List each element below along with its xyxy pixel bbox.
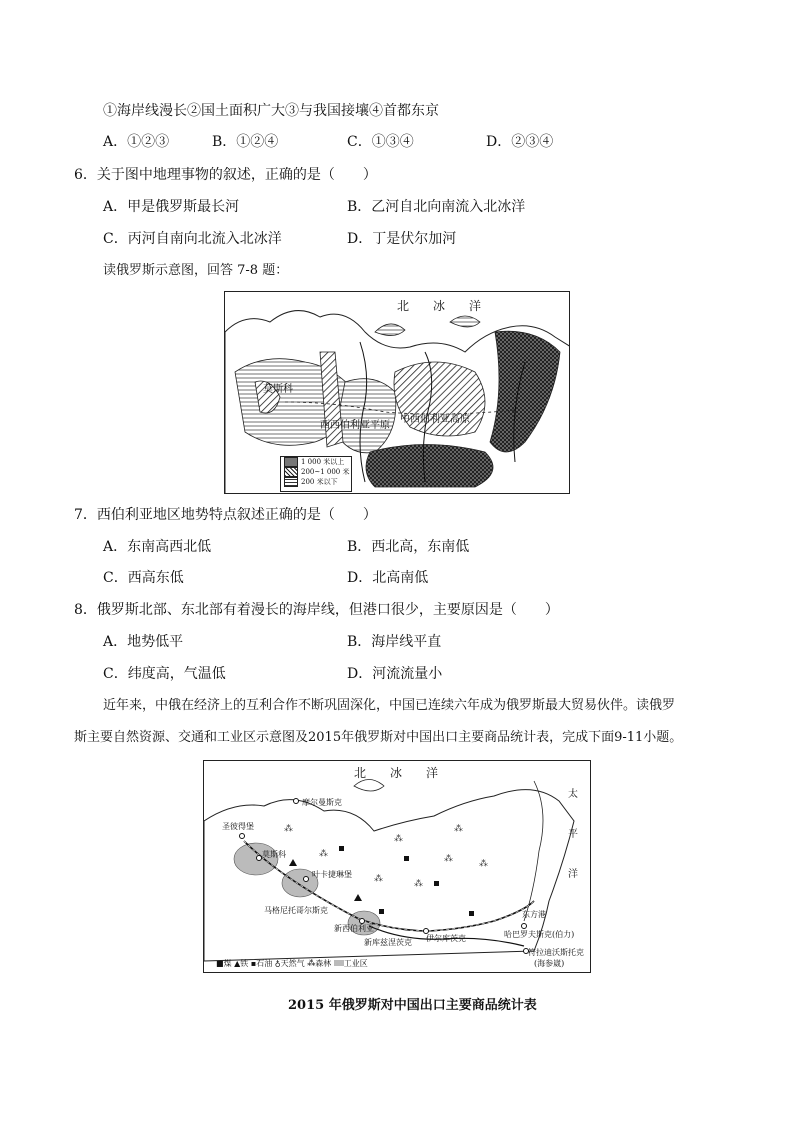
lines-swatch-icon	[284, 477, 298, 487]
q5-option-d: D．②③④	[486, 134, 554, 150]
legend-item-high: 1 000 米以上	[281, 457, 351, 467]
passage-line-2: 斯主要自然资源、交通和工业区示意图及2015年俄罗斯对中国出口主要商品统计表，完成下面9-11小题。	[74, 730, 683, 745]
map2-moscow-label: 莫斯科	[262, 850, 286, 859]
map1-moscow-label: 莫斯科	[263, 384, 293, 395]
map2-pacific-1: 太	[568, 789, 578, 800]
svg-text:⁂: ⁂	[394, 834, 403, 844]
map2-novokuznetsk-label: 新库兹涅茨克	[364, 938, 412, 947]
q7-option-c: C．西高东低	[103, 570, 184, 586]
q6-option-c: C．丙河自南向北流入北冰洋	[103, 231, 282, 247]
svg-text:⁂: ⁂	[479, 859, 488, 869]
svg-text:⁂: ⁂	[414, 879, 423, 889]
russia-resources-map	[203, 760, 591, 973]
q8-stem: 8．俄罗斯北部、东北部有着漫长的海岸线，但港口很少，主要原因是（ ）	[74, 602, 559, 618]
q7-option-b: B．西北高，东南低	[347, 539, 470, 555]
map2-pacific-2: 平	[568, 829, 578, 840]
map2-magnitogorsk-label: 马格尼托哥尔斯克	[264, 906, 328, 915]
passage-line-1: 近年来，中俄在经济上的互利合作不断巩固深化，中国已连续六年成为俄罗斯最大贸易伙伴。读俄罗	[103, 698, 676, 713]
forest-icon: ⁂	[307, 959, 316, 968]
q7-option-d: D．北高南低	[347, 570, 429, 586]
q6-option-a: A．甲是俄罗斯最长河	[103, 199, 240, 215]
oil-icon: ▪	[250, 959, 257, 968]
q5-option-c: C．①③④	[347, 134, 414, 150]
industry-zone-icon	[334, 960, 344, 966]
gas-icon: ♁	[274, 959, 281, 968]
map2-vladivostok-alt-label: (海参崴)	[534, 959, 565, 968]
q8-option-d: D．河流流量小	[347, 666, 443, 682]
svg-text:⁂: ⁂	[444, 854, 453, 864]
map2-murmansk-label: 摩尔曼斯克	[302, 798, 342, 807]
map1-central-siberia-label: 中西伯利亚高原	[400, 414, 470, 425]
q5-statement: ①海岸线漫长②国土面积广大③与我国接壤④首都东京	[103, 103, 439, 119]
map2-nakhodka-label: 东方港	[522, 910, 546, 919]
svg-text:⁂: ⁂	[284, 824, 293, 834]
legend-item-mid: 200~1 000 米	[281, 467, 351, 477]
q5-option-a: A．①②③	[103, 134, 170, 150]
iron-icon: ▲	[234, 959, 241, 968]
map2-pacific-3: 洋	[568, 869, 578, 880]
russia-terrain-map	[224, 291, 570, 494]
map1-ocean-label: 北 冰 洋	[397, 299, 488, 313]
map1-west-siberia-label: 西西伯利亚平原	[320, 420, 390, 431]
q6-option-d: D．丁是伏尔加河	[347, 231, 457, 247]
legend-item-low: 200 米以下	[281, 477, 351, 487]
q7-stem: 7．西伯利亚地区地势特点叙述正确的是（ ）	[74, 507, 377, 523]
intro-7-8: 读俄罗斯示意图，回答 7-8 题：	[103, 263, 289, 278]
coal-icon: ■	[216, 959, 224, 968]
hatch-swatch-icon	[284, 467, 298, 477]
q7-option-a: A．东南高西北低	[103, 539, 212, 555]
map2-khabarovsk-label: 哈巴罗夫斯克(伯力)	[504, 930, 575, 939]
map2-st-petersburg-label: 圣彼得堡	[222, 822, 254, 831]
map2-vladivostok-label: 符拉迪沃斯托克	[528, 948, 584, 957]
table-caption: 2015 年俄罗斯对中国出口主要商品统计表	[288, 998, 537, 1013]
q6-stem: 6．关于图中地理事物的叙述，正确的是（ ）	[74, 167, 377, 183]
map2-ocean-label: 北 冰 洋	[354, 766, 445, 780]
map2-irkutsk-label: 伊尔库茨克	[426, 934, 466, 943]
cross-swatch-icon	[284, 457, 298, 467]
q8-option-a: A．地势低平	[103, 634, 184, 650]
q8-option-c: C．纬度高，气温低	[103, 666, 226, 682]
q5-option-b: B．①②④	[212, 134, 279, 150]
q6-option-b: B．乙河自北向南流入北冰洋	[347, 199, 526, 215]
q8-option-b: B．海岸线平直	[347, 634, 442, 650]
map2-yekaterinburg-label: 叶卡捷琳堡	[312, 870, 352, 879]
svg-text:⁂: ⁂	[454, 824, 463, 834]
svg-text:⁂: ⁂	[374, 874, 383, 884]
svg-text:⁂: ⁂	[319, 849, 328, 859]
map2-novosibirsk-label: 新西伯利亚	[334, 924, 374, 933]
map2-legend: ■煤 ▲铁 ▪石油 ♁天然气 ⁂森林 工业区	[216, 959, 368, 968]
map1-legend	[280, 456, 352, 492]
